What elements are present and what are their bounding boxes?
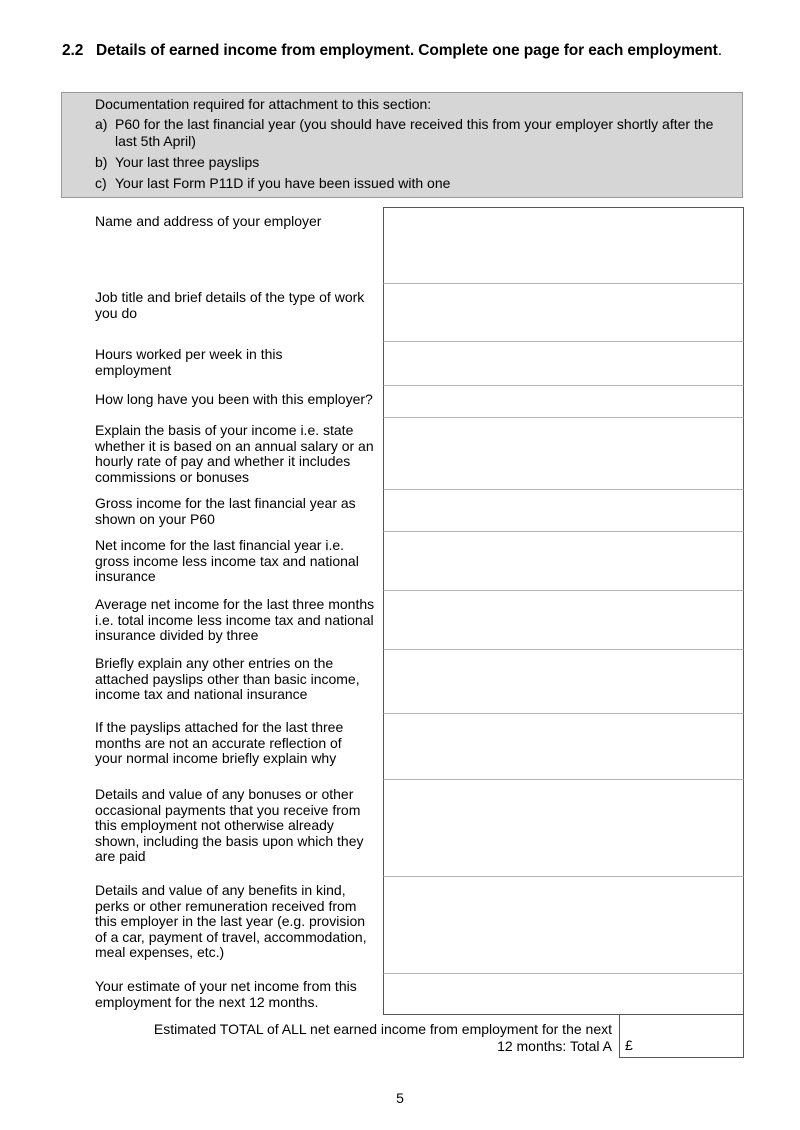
field-label: Net income for the last financial year i.e. gross income less income tax and national insurance	[95, 537, 359, 584]
field-label: Job title and brief details of the type of work you do	[95, 289, 365, 321]
form-row-benefits-in-kind	[0, 877, 800, 974]
form-row-length-of-employment	[0, 386, 800, 418]
benefits-in-kind-field[interactable]	[383, 877, 744, 974]
form-row-job-title	[0, 284, 800, 342]
page-number: 5	[396, 1090, 404, 1106]
documentation-box	[61, 92, 743, 198]
field-label: Name and address of your employer	[95, 213, 322, 229]
field-label: Details and value of any bonuses or other occasional payments that you receive from this employment not otherwise already shown, including the basis upon which they are paid	[95, 786, 364, 864]
average-net-income-field[interactable]	[383, 591, 744, 650]
net-income-field[interactable]	[383, 532, 744, 591]
field-label: Explain the basis of your income i.e. state whether it is based on an annual salary or an hourly rate of pay and whether it includes commissions or bonuses	[95, 422, 374, 485]
section-title-end: .	[717, 42, 722, 59]
pound-sign: £	[625, 1037, 633, 1053]
field-label: Your estimate of your net income from this employment for the next 12 months.	[95, 978, 357, 1010]
form-row-bonuses	[0, 780, 800, 877]
documentation-item-a	[95, 116, 734, 150]
estimated-net-income-field[interactable]	[383, 974, 744, 1015]
form-row-net-income	[0, 532, 800, 591]
field-label: Average net income for the last three months i.e. total income less income tax and national insurance divided by three	[95, 596, 375, 643]
bonuses-field[interactable]	[383, 780, 744, 877]
documentation-item-letter: b)	[95, 154, 108, 170]
field-label: Gross income for the last financial year as shown on your P60	[95, 495, 356, 527]
total-a-label	[100, 1021, 612, 1054]
form-row-payslip-accuracy	[0, 714, 800, 780]
field-label: If the payslips attached for the last three months are not an accurate reflection of your normal income briefly explain why	[95, 719, 344, 766]
form-row-employer-name-address	[0, 207, 800, 284]
length-of-employment-field[interactable]	[383, 386, 744, 418]
form-row-payslip-entries	[0, 650, 800, 714]
employer-name-address-field[interactable]	[383, 207, 744, 284]
section-title: Details of earned income from employment. Complete one page for each employment	[96, 42, 718, 59]
form-row-income-basis	[0, 418, 800, 490]
documentation-item-c	[95, 175, 734, 192]
documentation-item-b	[95, 154, 734, 171]
section-heading	[62, 42, 762, 60]
documentation-item-letter: c)	[95, 175, 107, 191]
total-a-field[interactable]	[619, 1015, 744, 1058]
field-label: How long have you been with this employer?	[95, 391, 373, 407]
documentation-item-letter: a)	[95, 116, 108, 132]
form-row-hours-worked	[0, 342, 800, 386]
documentation-intro: Documentation required for attachment to this section:	[95, 96, 432, 112]
documentation-item-text: Your last Form P11D if you have been issued with one	[115, 175, 451, 191]
total-a-label-line-1: Estimated TOTAL of ALL net earned income from employment for the next	[153, 1021, 612, 1037]
field-label: Details and value of any benefits in kind, perks or other remuneration received from this employer in the last year (e.g. provision of a car, payment of travel, accommodation, meal expenses, etc.)	[95, 882, 367, 960]
form-row-gross-income	[0, 490, 800, 532]
form-row-average-net-income	[0, 591, 800, 650]
job-title-field[interactable]	[383, 284, 744, 342]
form-row-estimated-net-income	[0, 974, 800, 1015]
field-label: Hours worked per week in this employment	[95, 346, 283, 378]
income-basis-field[interactable]	[383, 418, 744, 490]
gross-income-field[interactable]	[383, 490, 744, 532]
documentation-item-text: P60 for the last financial year (you should have received this from your employer shortly after the last 5th April)	[115, 116, 714, 149]
payslip-entries-field[interactable]	[383, 650, 744, 714]
hours-worked-field[interactable]	[383, 342, 744, 386]
field-label: Briefly explain any other entries on the attached payslips other than basic income, income tax and national insurance	[95, 655, 360, 702]
total-a-label-line-2: 12 months: Total A	[497, 1037, 612, 1054]
documentation-item-text: Your last three payslips	[115, 154, 260, 170]
payslip-accuracy-field[interactable]	[383, 714, 744, 780]
section-number: 2.2	[62, 42, 84, 59]
